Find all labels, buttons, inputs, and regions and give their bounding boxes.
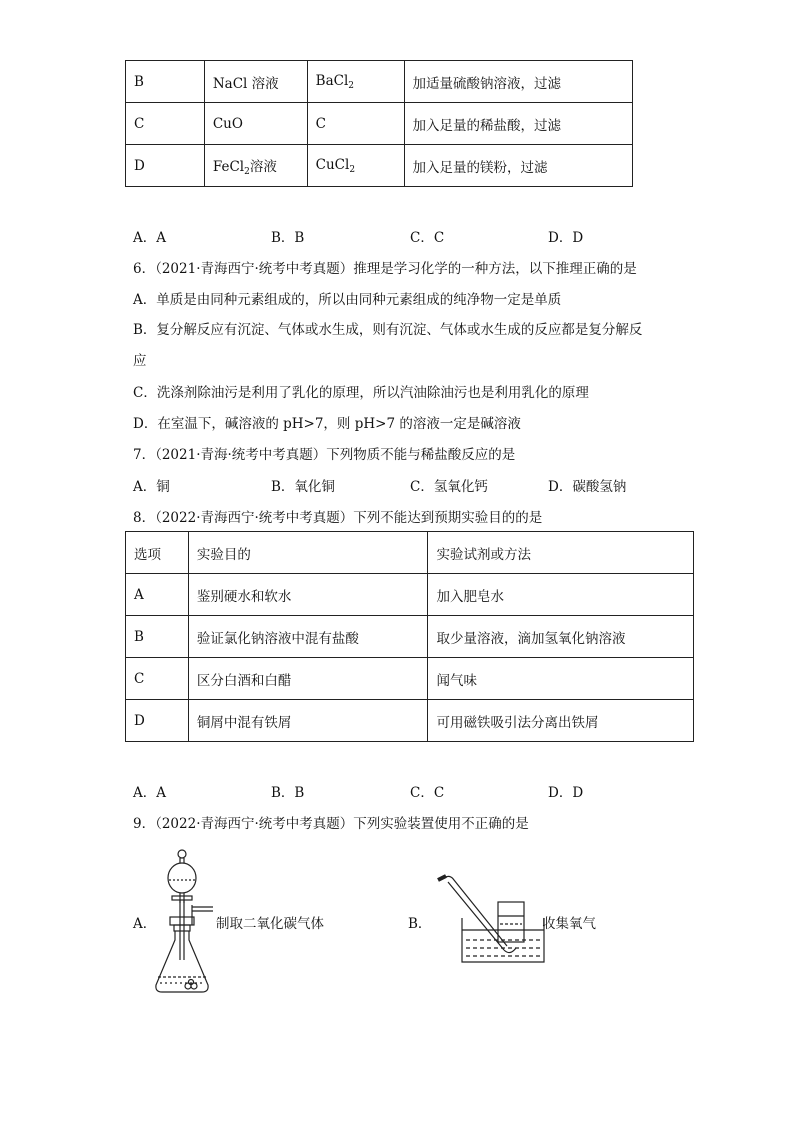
subscript: 2: [244, 166, 250, 177]
table-cell: 可用磁铁吸引法分离出铁屑: [428, 700, 694, 742]
q9-b-caption: 收集氧气: [542, 916, 596, 932]
q7-option-a[interactable]: A．铜: [133, 479, 170, 495]
table-header: 实验目的: [188, 532, 428, 574]
table-cell: 闻气味: [428, 658, 694, 700]
table-cell: 加入肥皂水: [428, 574, 694, 616]
q8-option-b[interactable]: B．B: [271, 785, 305, 801]
table-cell: 加入足量的镁粉，过滤: [404, 145, 632, 187]
experiment-table-q8: [125, 531, 694, 742]
table-row: [126, 145, 633, 187]
table-cell: C: [126, 658, 189, 700]
table-cell: A: [126, 574, 189, 616]
table-row: [126, 574, 694, 616]
table-cell: B: [126, 61, 205, 103]
formula-text: CuCl: [315, 156, 350, 173]
table-row: [126, 700, 694, 742]
q5-option-a[interactable]: A．A: [133, 230, 166, 246]
table-cell: D: [126, 145, 205, 187]
table-cell: B: [126, 616, 189, 658]
table-cell: 鉴别硬水和软水: [188, 574, 428, 616]
q7-option-c[interactable]: C．氢氧化钙: [410, 479, 488, 495]
table-cell: C: [307, 103, 404, 145]
table-cell: 取少量溶液，滴加氢氧化钠溶液: [428, 616, 694, 658]
q6-option-a[interactable]: A．单质是由同种元素组成的，所以由同种元素组成的纯净物一定是单质: [133, 292, 562, 308]
table-cell: [204, 145, 307, 187]
table-cell: 加适量硫酸钠溶液，过滤: [404, 61, 632, 103]
q8-option-c[interactable]: C．C: [410, 785, 445, 801]
q6-stem: 6．（2021·青海西宁·统考中考真题）推理是学习化学的一种方法，以下推理正确的是: [133, 261, 637, 277]
q6-option-c[interactable]: C．洗涤剂除油污是利用了乳化的原理，所以汽油除油污也是利用乳化的原理: [133, 385, 589, 401]
q8-stem: 8．（2022·青海西宁·统考中考真题）下列不能达到预期实验目的的是: [133, 510, 543, 526]
q7-option-b[interactable]: B．氧化铜: [271, 479, 335, 495]
table-cell: [307, 61, 404, 103]
q7-stem: 7．（2021·青海·统考中考真题）下列物质不能与稀盐酸反应的是: [133, 447, 516, 463]
q5-option-d[interactable]: D．D: [548, 230, 584, 246]
q9-stem: 9．（2022·青海西宁·统考中考真题）下列实验装置使用不正确的是: [133, 816, 529, 832]
formula-text: FeCl: [212, 158, 245, 175]
table-cell: D: [126, 700, 189, 742]
table-cell: CuO: [204, 103, 307, 145]
table-cell: 区分白酒和白醋: [188, 658, 428, 700]
table-row: [126, 103, 633, 145]
q6-option-b-cont: 应: [133, 353, 147, 369]
table-row: [126, 61, 633, 103]
table-cell: C: [126, 103, 205, 145]
table-cell: 铜屑中混有铁屑: [188, 700, 428, 742]
q6-option-d[interactable]: D．在室温下，碱溶液的 pH>7，则 pH>7 的溶液一定是碱溶液: [133, 416, 521, 432]
table-cell: 验证氯化钠溶液中混有盐酸: [188, 616, 428, 658]
table-header-row: [126, 532, 694, 574]
q6-option-b[interactable]: B．复分解反应有沉淀、气体或水生成，则有沉淀、气体或水生成的反应都是复分解反: [133, 322, 643, 338]
q9-a-caption: 制取二氧化碳气体: [216, 916, 324, 932]
q8-option-d[interactable]: D．D: [548, 785, 584, 801]
table-cell: [307, 145, 404, 187]
q9-option-a[interactable]: A．: [133, 916, 157, 932]
q8-option-a[interactable]: A．A: [133, 785, 166, 801]
q7-option-d[interactable]: D．碳酸氢钠: [548, 479, 627, 495]
table-row: [126, 616, 694, 658]
q5-option-b[interactable]: B．B: [271, 230, 305, 246]
table-header: 选项: [126, 532, 189, 574]
oxygen-collection-apparatus-icon: [430, 870, 550, 965]
formula-tail: 溶液: [249, 158, 277, 175]
formula-text: BaCl: [315, 72, 349, 89]
q5-option-c[interactable]: C．C: [410, 230, 445, 246]
options-table-q5: [125, 60, 633, 187]
subscript: 2: [349, 164, 356, 175]
table-header: 实验试剂或方法: [428, 532, 694, 574]
table-row: [126, 658, 694, 700]
table-cell: 加入足量的稀盐酸，过滤: [404, 103, 632, 145]
subscript: 2: [348, 80, 355, 91]
table-cell: NaCl 溶液: [204, 61, 307, 103]
q9-option-b[interactable]: B．: [408, 916, 432, 932]
